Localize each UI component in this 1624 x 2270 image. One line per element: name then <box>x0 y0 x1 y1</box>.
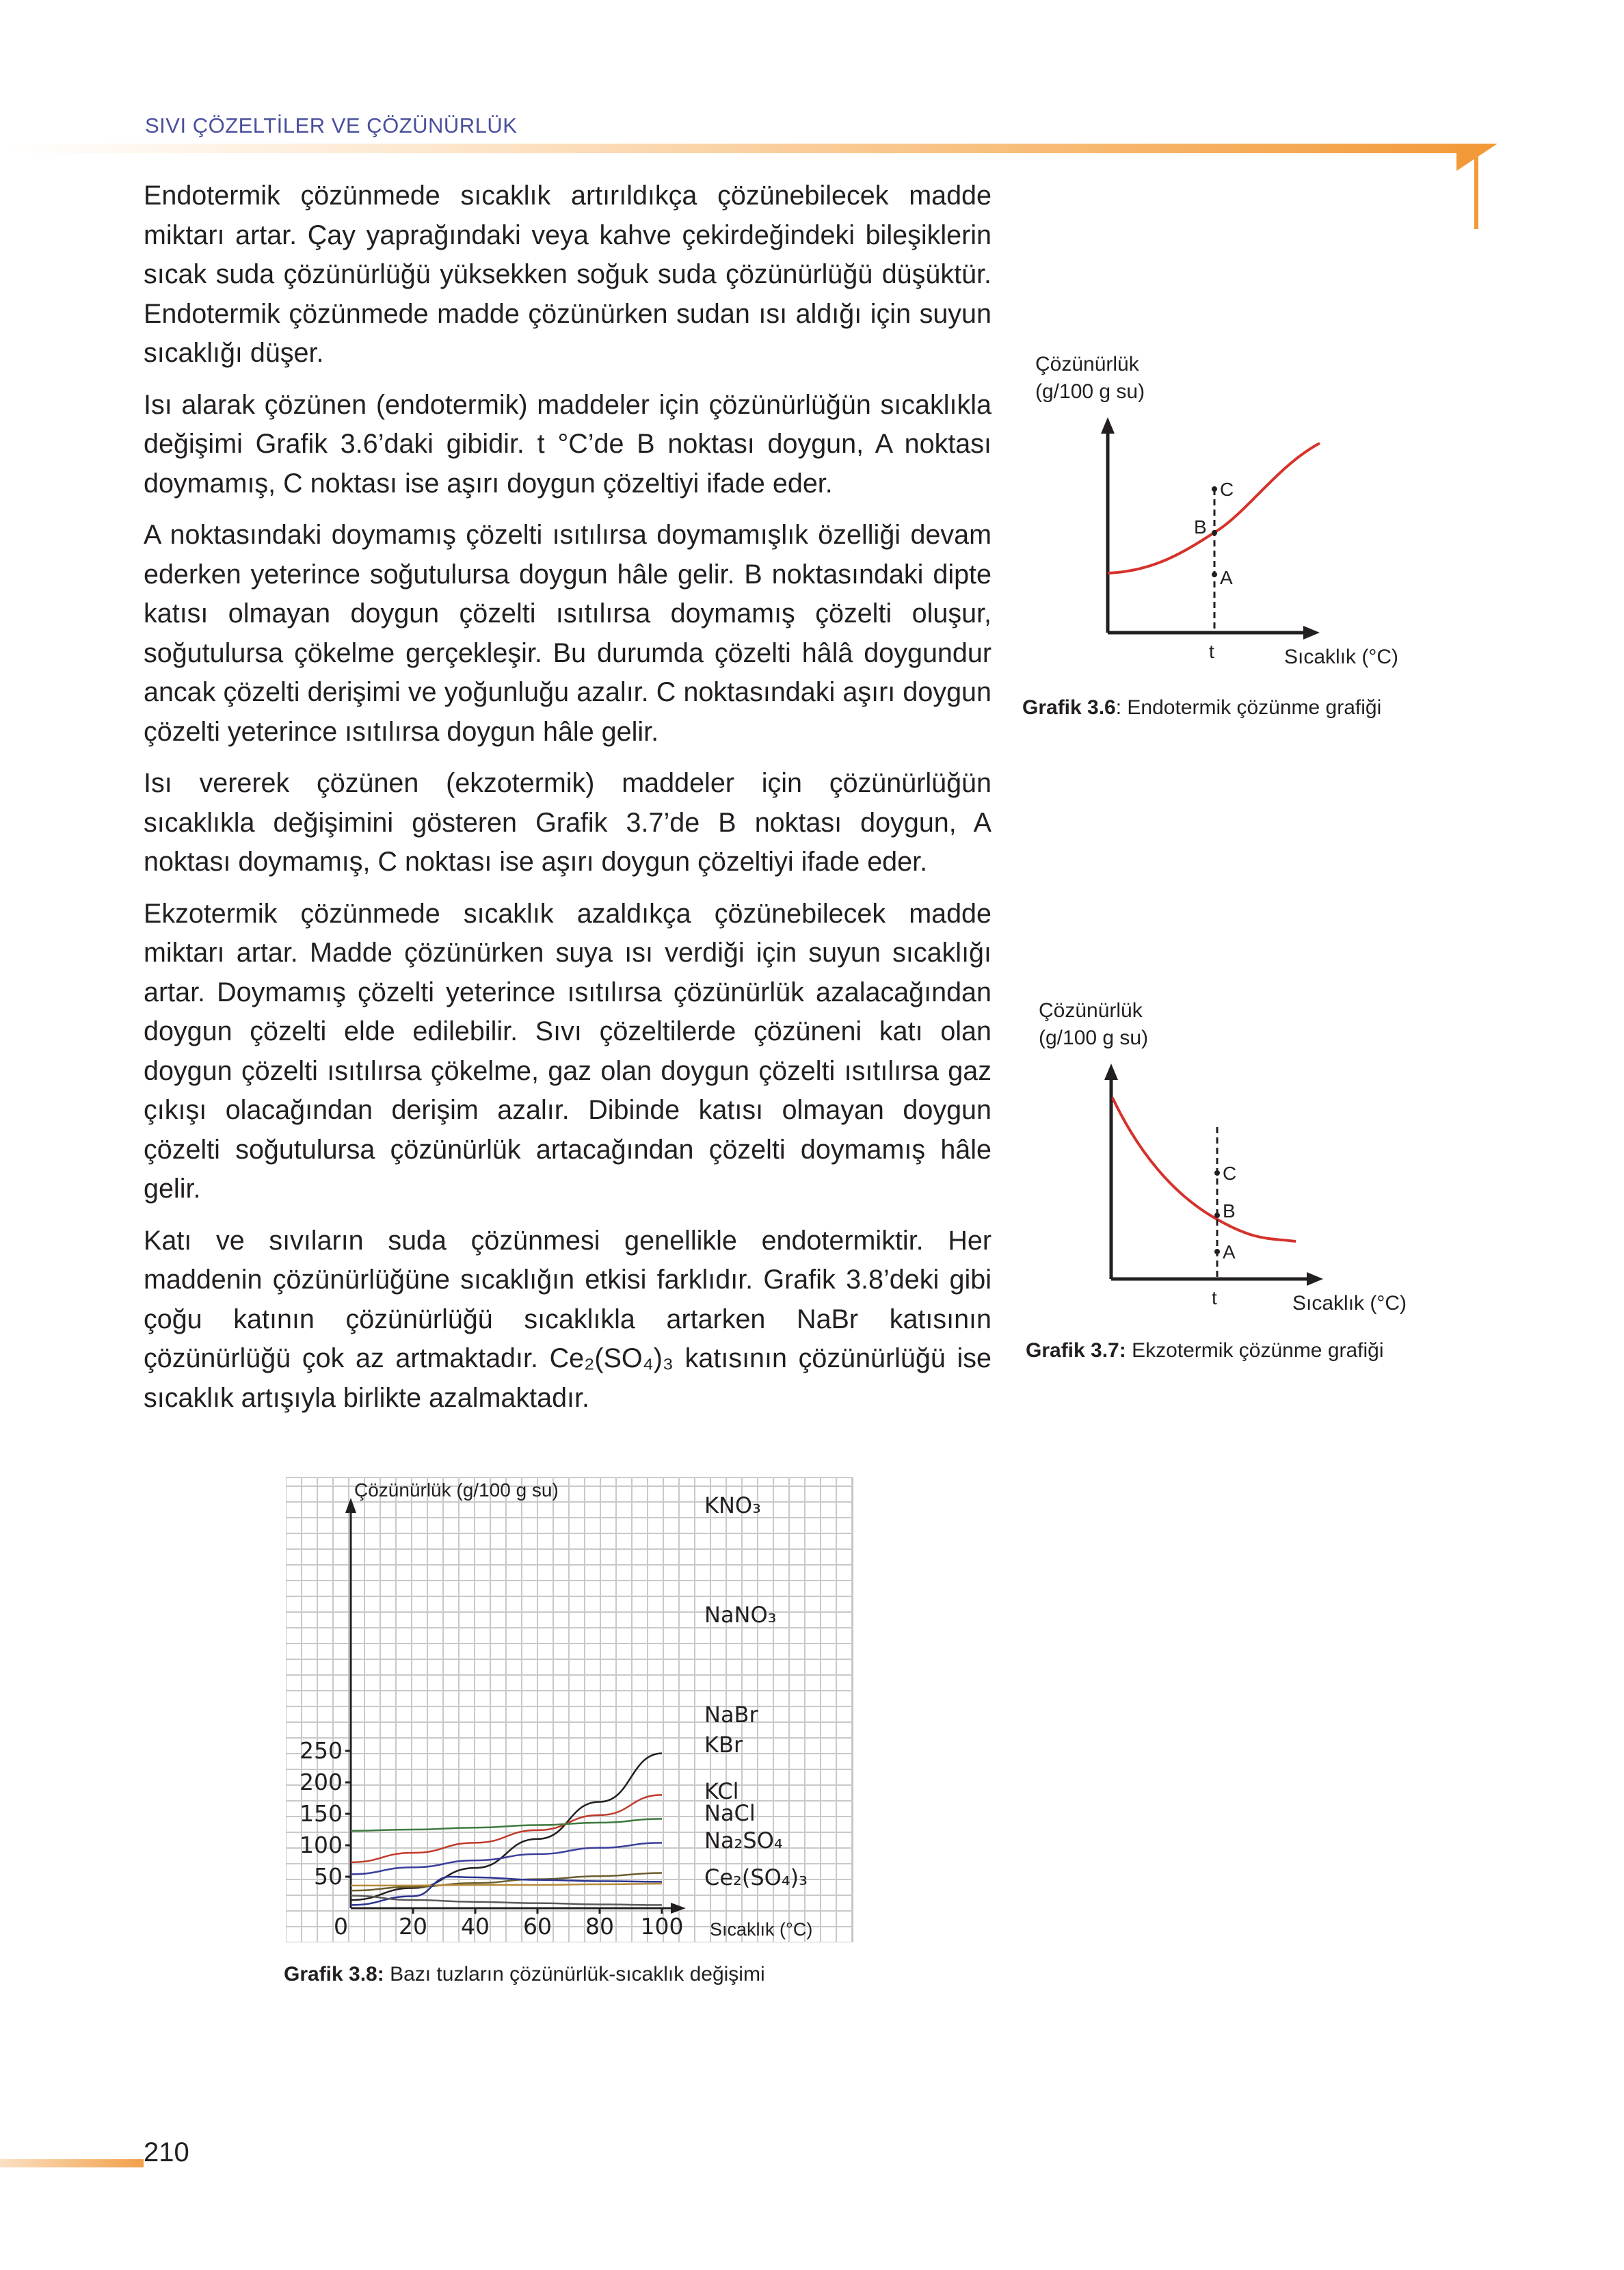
paragraph-5: Ekzotermik çözünmede sıcaklık azaldıkça çözünebilecek madde miktarı artar. Madde çözünürken suya ısı verdiği için suyun sıcaklığı artar. Doymamış çözelti yeterince ısıtılırsa çözünürlük azalacağından doygun çözelti elde edilebilir. Sıvı çözeltilerde çözüneni katı olan doygun çözelti ısıtılırsa çökelme, gaz olan doygun çözelti ısıtılırsa gaz çıkışı olacağından derişim azalır. Dibinde katısı olmayan doygun çözelti soğutulursa çözünürlük artacağından çözelti doymamış hâle gelir. <box>144 898 991 1204</box>
page-number: 210 <box>144 2137 189 2167</box>
series-label-1: NaNO₃ <box>704 1602 777 1628</box>
series-label-0: KNO₃ <box>704 1492 761 1518</box>
chart-3-8 <box>286 1477 853 1942</box>
header-corner-ornament <box>1456 144 1497 229</box>
point-a-dot <box>1212 572 1217 577</box>
paragraph-3: A noktasındaki doymamış çözelti ısıtılırsa doymamışlık özelliği devam ederken yeterince soğutulursa doygun hâle gelir. B noktasındaki dipte katısı olmayan doygun çözelti ısıtılırsa doymamış çözelti oluşur, soğutulursa çökelme gerçekleşir. Bu durumda çözelti hâlâ doygundur ancak çözelti derişimi ve yoğunluğu azalır. C noktasındaki aşırı doygun çözelti yeterince ısıtılırsa doygun hâle gelir. <box>144 520 991 747</box>
x-axis-arrow <box>1303 626 1320 639</box>
caption-3-6-text: : Endotermik çözünme grafiği <box>1115 696 1382 719</box>
x-axis-arrow <box>1307 1272 1323 1286</box>
point-c-dot <box>1214 1170 1220 1176</box>
x-tick-label: 80 <box>585 1913 614 1940</box>
paragraph-1: Endotermik çözünmede sıcaklık artırıldıkça çözünebilecek madde miktarı artar. Çay yaprağındaki veya kahve çekirdeğindeki bileşiklerin sıcak suda çözünürlüğü yüksekken soğuk suda çözünürlüğü düşüktür. Endotermik çözünmede madde çözünürken sudan ısı aldığı için suyun sıcaklığı düşer. <box>144 181 991 368</box>
series-label-6: Na₂SO₄ <box>704 1827 783 1853</box>
x-tick-label: 20 <box>399 1913 427 1940</box>
caption-3-7-text: Ekzotermik çözünme grafiği <box>1126 1339 1384 1362</box>
x-axis-label: Sıcaklık (°C) <box>1284 646 1399 668</box>
y-axis-label-line1: Çözünürlük <box>1039 999 1143 1022</box>
point-b-dot <box>1214 1213 1220 1218</box>
x-tick-label: 100 <box>640 1913 684 1940</box>
body-text <box>144 176 991 1430</box>
exothermic-curve <box>1113 1098 1296 1241</box>
x-axis-label: Sıcaklık (°C) <box>1292 1292 1407 1315</box>
series-label-2: NaBr <box>704 1702 758 1728</box>
series-label-4: KCl <box>704 1778 739 1804</box>
paragraph-2: Isı alarak çözünen (endotermik) maddeler için çözünürlüğün sıcaklıkla değişimi Grafik 3.6’daki gibidir. t °C’de B noktası doygun, A noktası doymamış, C noktası ise aşırı doygun çözeltiyi ifade eder. <box>144 389 991 499</box>
point-c-dot <box>1212 486 1217 492</box>
y-axis-arrow <box>1104 1064 1118 1080</box>
section-header: SIVI ÇÖZELTİLER VE ÇÖZÜNÜRLÜK <box>145 114 518 137</box>
point-a-label: A <box>1223 1241 1236 1263</box>
y-axis-arrow <box>1101 417 1115 434</box>
series-label-7: Ce₂(SO₄)₃ <box>704 1864 808 1890</box>
y-tick-label: 200 <box>299 1769 343 1795</box>
point-c-label: C <box>1220 479 1234 500</box>
y-tick-label: 150 <box>299 1800 343 1827</box>
paragraph-4: Isı vererek çözünen (ekzotermik) maddeler için çözünürlüğün sıcaklıkla değişimini gösteren Grafik 3.7’de B noktası doygun, A noktası doymamış, C noktası ise aşırı doygun çözeltiyi ifade eder. <box>144 768 991 877</box>
point-b-dot <box>1212 530 1217 536</box>
x-tick-t: t <box>1209 641 1214 662</box>
point-b-label: B <box>1223 1200 1236 1222</box>
header-rule <box>0 144 1484 153</box>
caption-3-8-text: Bazı tuzların çözünürlük-sıcaklık değişimi <box>384 1963 765 1985</box>
chart-3-6 <box>1019 349 1443 677</box>
caption-3-7 <box>1026 1339 1384 1362</box>
paragraph-6: Katı ve sıvıların suda çözünmesi genellikle endotermiktir. Her maddenin çözünürlüğüne sıcaklığın etkisi farklıdır. Grafik 3.8’deki gibi çoğu katının çözünürlüğü sıcaklıkla artarken NaBr katısının çözünürlüğü çok az artmaktadır. Ce₂(SO₄)₃ katısının çözünürlüğü ise sıcaklık artışıyla birlikte azalmaktadır. <box>144 1225 991 1413</box>
x-axis-label: Sıcaklık (°C) <box>710 1919 813 1940</box>
caption-3-8-bold: Grafik 3.8: <box>284 1963 384 1985</box>
x-tick-label: 0 <box>334 1913 348 1940</box>
series-label-3: KBr <box>704 1732 743 1758</box>
point-b-label: B <box>1194 516 1207 538</box>
caption-3-6-bold: Grafik 3.6 <box>1022 696 1116 719</box>
x-tick-label: 60 <box>523 1913 552 1940</box>
y-tick-label: 100 <box>299 1832 343 1858</box>
caption-3-6 <box>1022 696 1381 720</box>
point-c-label: C <box>1223 1163 1237 1184</box>
x-tick-label: 40 <box>461 1913 490 1940</box>
caption-3-7-bold: Grafik 3.7: <box>1026 1339 1126 1362</box>
point-a-dot <box>1214 1249 1220 1254</box>
y-tick-label: 50 <box>314 1863 343 1890</box>
y-axis-label-line2: (g/100 g su) <box>1039 1027 1149 1049</box>
x-tick-t: t <box>1212 1287 1217 1308</box>
y-axis-label: Çözünürlük (g/100 g su) <box>354 1479 559 1501</box>
y-tick-label: 250 <box>299 1737 343 1764</box>
page-number-bar <box>0 2159 144 2167</box>
series-label-5: NaCl <box>704 1800 756 1826</box>
y-axis-label-line2: (g/100 g su) <box>1035 380 1145 403</box>
caption-3-8 <box>284 1963 765 1986</box>
y-axis-label-line1: Çözünürlük <box>1035 353 1139 375</box>
chart-3-7 <box>1022 995 1446 1323</box>
point-a-label: A <box>1220 567 1233 588</box>
